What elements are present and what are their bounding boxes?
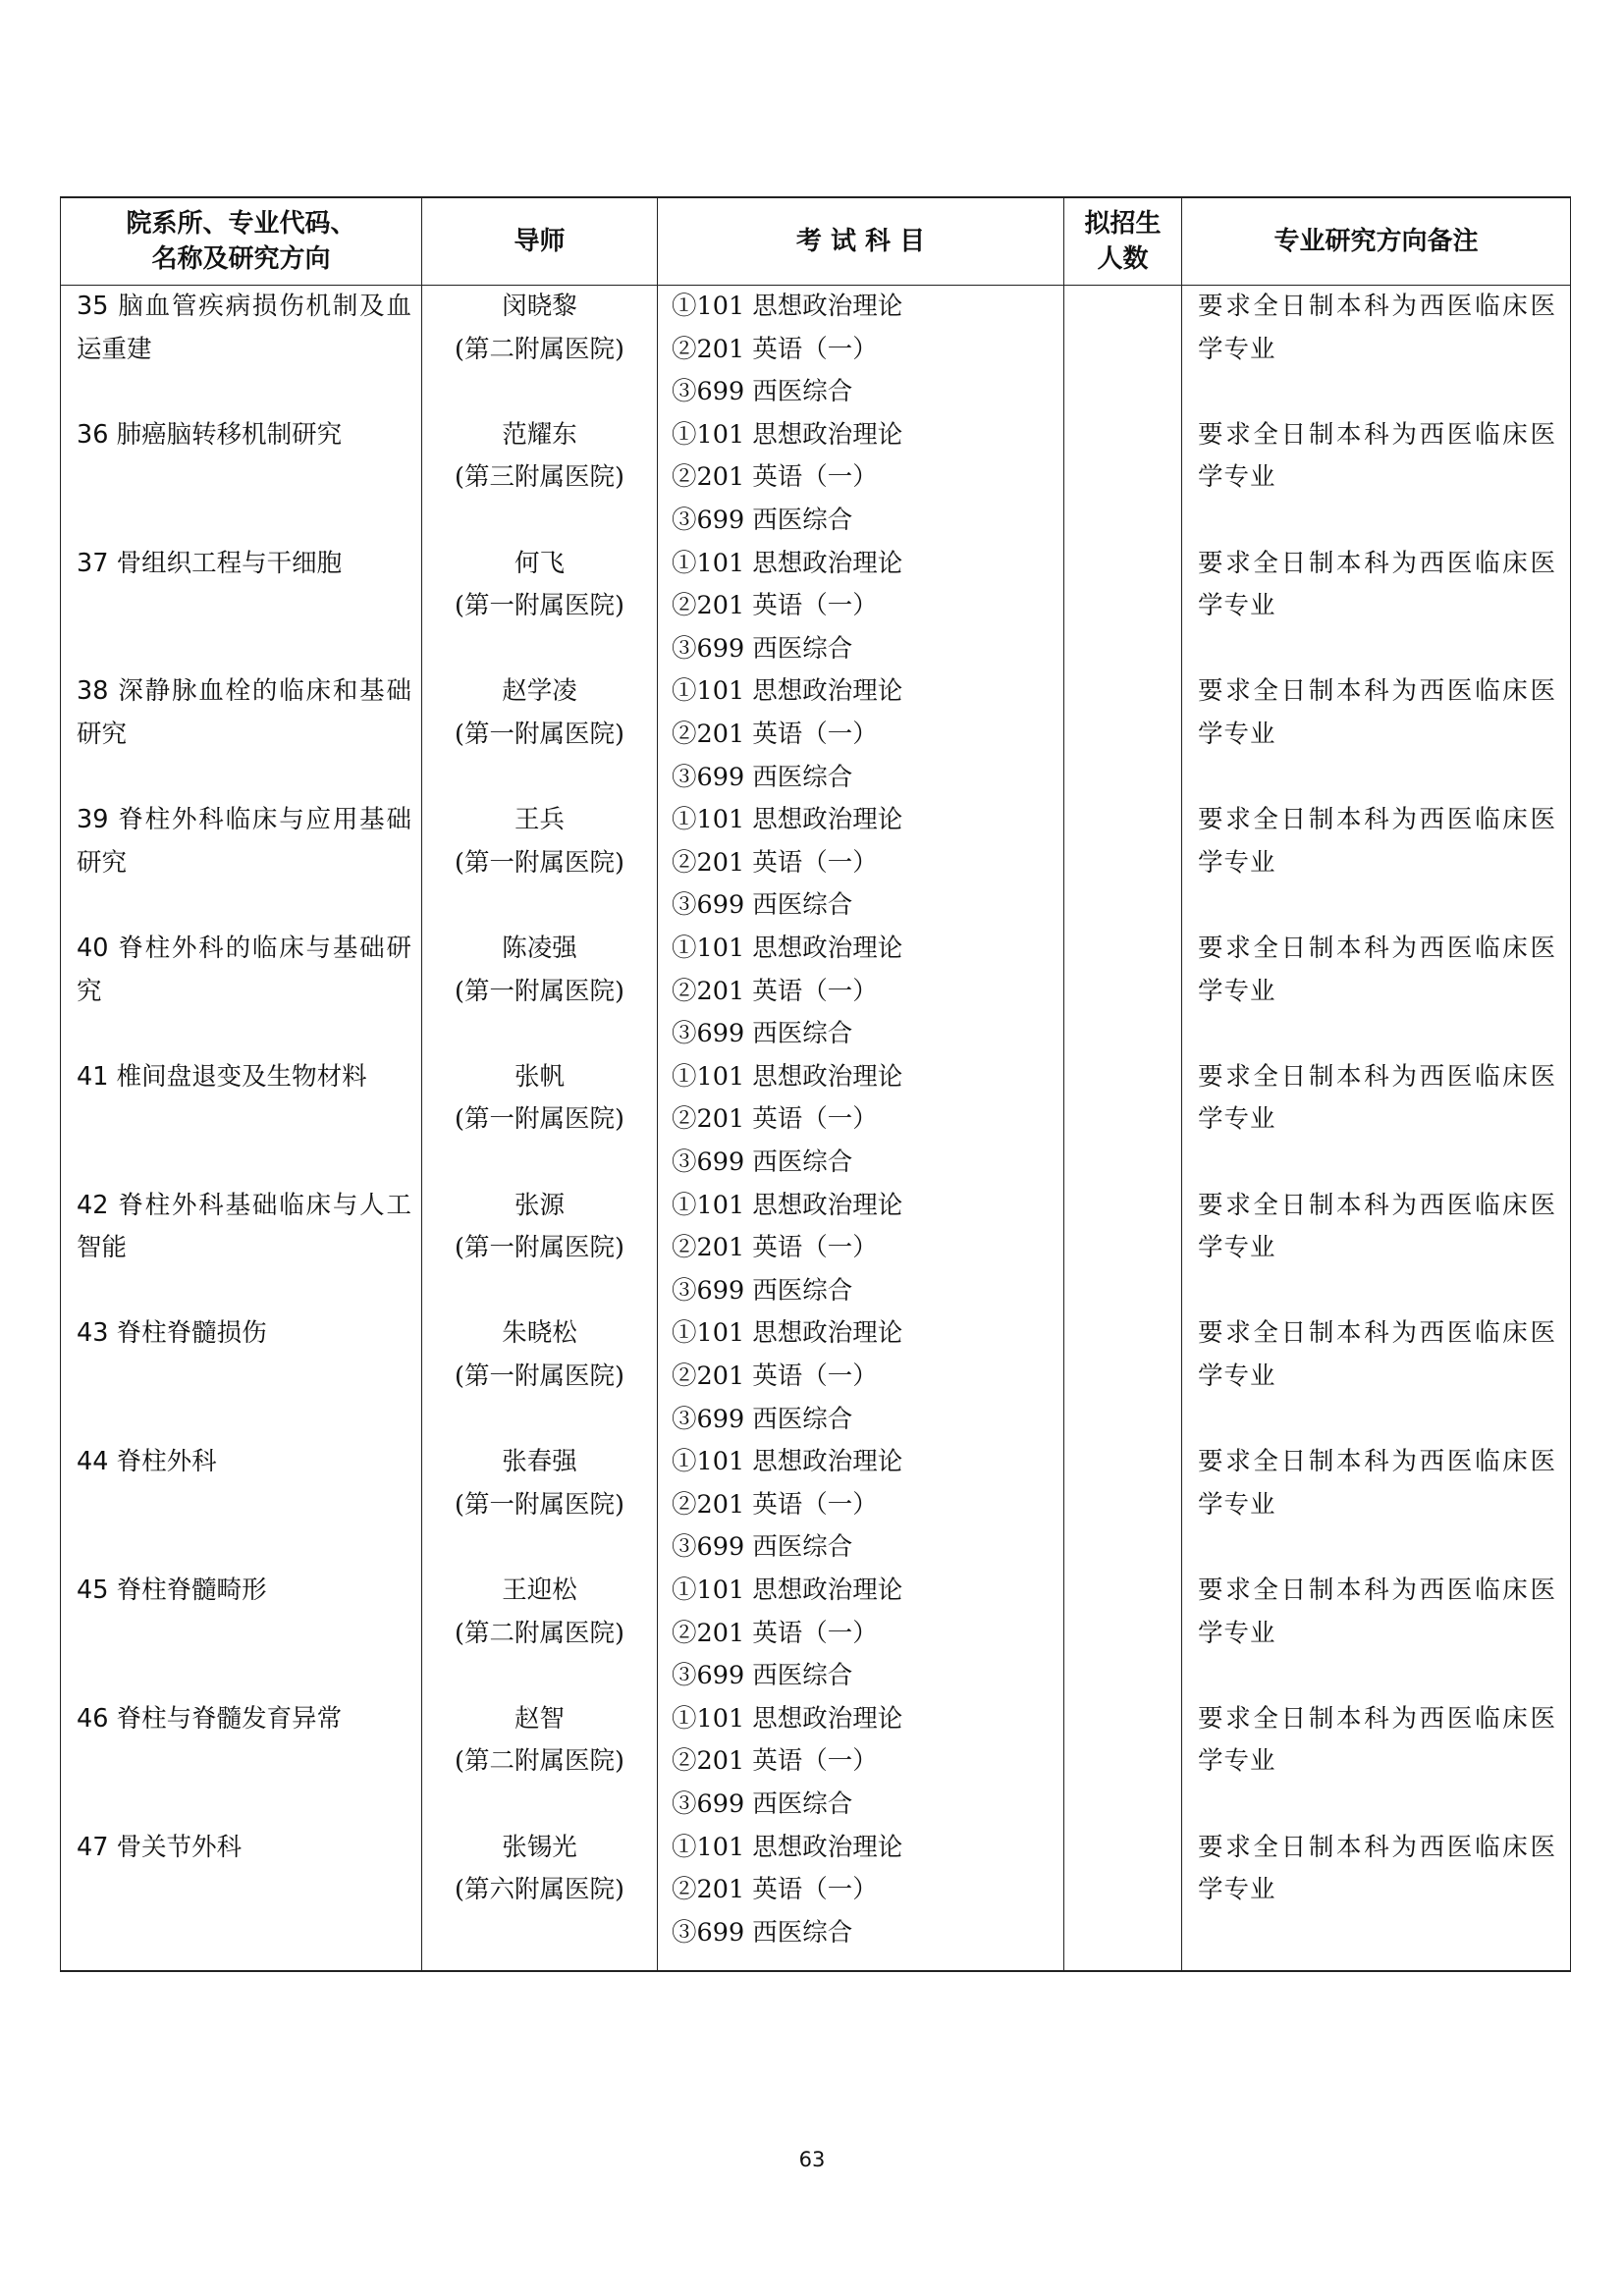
- header-notes: 专业研究方向备注: [1182, 197, 1571, 286]
- quota-cell: [1064, 1312, 1182, 1441]
- exam-subject: ②201 英语（一）: [672, 1875, 878, 1905]
- quota-cell: [1064, 286, 1182, 414]
- exam-subject: ①101 思想政治理论: [672, 805, 903, 835]
- direction-name: 肺癌脑转移机制研究: [116, 419, 343, 450]
- table-row: [61, 1312, 1571, 1441]
- tutor-hospital: (第一附属医院): [455, 719, 624, 749]
- quota-cell: [1064, 1056, 1182, 1185]
- direction-number: 42: [77, 1190, 109, 1220]
- direction-number: 40: [77, 933, 109, 963]
- research-direction-cell: [61, 1312, 422, 1441]
- tutor-hospital: (第一附属医院): [455, 1361, 624, 1391]
- tutor-name: 何飞: [514, 548, 565, 578]
- exam-subject: ③699 西医综合: [672, 1789, 853, 1819]
- exam-subjects-cell: [658, 1698, 1064, 1827]
- quota-cell: [1064, 799, 1182, 928]
- page-number: 63: [798, 2148, 826, 2171]
- tutor-name: 朱晓松: [502, 1318, 577, 1349]
- tutor-name: 王兵: [514, 805, 565, 835]
- tutor-hospital: (第一附属医院): [455, 591, 624, 621]
- exam-subject: ②201 英语（一）: [672, 334, 878, 364]
- tutor-hospital: (第三附属医院): [455, 462, 624, 493]
- direction-number: 36: [77, 419, 109, 450]
- exam-subject: ①101 思想政治理论: [672, 1190, 903, 1220]
- tutor-name: 张帆: [514, 1061, 565, 1092]
- tutor-cell: [422, 799, 658, 928]
- direction-name: 脊柱外科基础临床与人工智能: [77, 1190, 411, 1263]
- table-header-row: [61, 197, 1571, 286]
- note-cell: 要求全日制本科为西医临床医学专业: [1182, 1441, 1571, 1570]
- table-row: [61, 1827, 1571, 1971]
- tutor-cell: [422, 928, 658, 1056]
- direction-name: 脊柱脊髓损伤: [116, 1318, 267, 1349]
- research-direction-cell: [61, 543, 422, 671]
- tutor-cell: [422, 1185, 658, 1313]
- tutor-name: 王迎松: [502, 1575, 577, 1605]
- table-row: [61, 286, 1571, 414]
- research-direction-cell: [61, 928, 422, 1056]
- exam-subjects-cell: [658, 1185, 1064, 1313]
- exam-subject: ②201 英语（一）: [672, 719, 878, 749]
- direction-number: 47: [77, 1832, 109, 1862]
- direction-name: 脊柱外科临床与应用基础研究: [77, 805, 411, 878]
- exam-subject: ③699 西医综合: [672, 762, 853, 792]
- research-direction-cell: [61, 670, 422, 799]
- direction-number: 37: [77, 548, 109, 578]
- exam-subject: ③699 西医综合: [672, 633, 853, 664]
- research-direction-cell: [61, 1056, 422, 1185]
- exam-subject: ③699 西医综合: [672, 505, 853, 535]
- tutor-name: 张源: [514, 1190, 565, 1220]
- tutor-name: 陈凌强: [502, 933, 577, 963]
- direction-name: 骨关节外科: [116, 1832, 243, 1862]
- tutor-hospital: (第二附属医院): [455, 1746, 624, 1777]
- tutor-name: 张春强: [502, 1447, 577, 1477]
- header-exam-subjects: 考 试 科 目: [658, 197, 1064, 286]
- tutor-name: 赵学凌: [502, 676, 577, 707]
- exam-subject: ②201 英语（一）: [672, 1618, 878, 1648]
- exam-subjects-cell: [658, 1441, 1064, 1570]
- tutor-cell: [422, 1570, 658, 1698]
- exam-subjects-cell: [658, 1312, 1064, 1441]
- table-row: [61, 1698, 1571, 1827]
- exam-subjects-cell: [658, 286, 1064, 414]
- table-row: [61, 1570, 1571, 1698]
- exam-subject: ①101 思想政治理论: [672, 548, 903, 578]
- tutor-hospital: (第一附属医院): [455, 1489, 624, 1520]
- tutor-cell: [422, 1698, 658, 1827]
- quota-cell: [1064, 414, 1182, 543]
- note-cell: 要求全日制本科为西医临床医学专业: [1182, 1185, 1571, 1313]
- direction-number: 46: [77, 1703, 109, 1734]
- tutor-hospital: (第二附属医院): [455, 334, 624, 364]
- exam-subject: ②201 英语（一）: [672, 1233, 878, 1263]
- exam-subjects-cell: [658, 799, 1064, 928]
- tutor-name: 赵智: [514, 1703, 565, 1734]
- exam-subject: ③699 西医综合: [672, 1532, 853, 1563]
- direction-number: 35: [77, 292, 109, 321]
- exam-subject: ③699 西医综合: [672, 1147, 853, 1177]
- tutor-cell: [422, 543, 658, 671]
- tutor-hospital: (第六附属医院): [455, 1875, 624, 1905]
- research-direction-cell: [61, 414, 422, 543]
- exam-subjects-cell: [658, 414, 1064, 543]
- header-quota: 拟招生 人数: [1064, 197, 1182, 286]
- direction-number: 38: [77, 676, 109, 707]
- table-row: [61, 928, 1571, 1056]
- note-cell: 要求全日制本科为西医临床医学专业: [1182, 286, 1571, 414]
- tutor-name: 闵晓黎: [502, 292, 577, 321]
- tutor-cell: [422, 1441, 658, 1570]
- tutor-hospital: (第二附属医院): [455, 1618, 624, 1648]
- quota-cell: [1064, 928, 1182, 1056]
- direction-name: 脊柱外科的临床与基础研究: [77, 933, 411, 1006]
- exam-subject: ①101 思想政治理论: [672, 676, 903, 707]
- direction-name: 骨组织工程与干细胞: [116, 548, 343, 578]
- table-row: [61, 1185, 1571, 1313]
- exam-subjects-cell: [658, 1827, 1064, 1971]
- header-tutor: 导师: [422, 197, 658, 286]
- exam-subject: ②201 英语（一）: [672, 976, 878, 1006]
- enrollment-table: [60, 196, 1571, 1972]
- note-cell: 要求全日制本科为西医临床医学专业: [1182, 543, 1571, 671]
- tutor-cell: [422, 670, 658, 799]
- exam-subjects-cell: [658, 670, 1064, 799]
- tutor-cell: [422, 414, 658, 543]
- direction-name: 脑血管疾病损伤机制及血运重建: [77, 292, 411, 364]
- exam-subject: ②201 英语（一）: [672, 1746, 878, 1777]
- direction-number: 43: [77, 1318, 109, 1349]
- exam-subject: ②201 英语（一）: [672, 462, 878, 493]
- note-cell: 要求全日制本科为西医临床医学专业: [1182, 1827, 1571, 1971]
- direction-name: 深静脉血栓的临床和基础研究: [77, 676, 411, 749]
- quota-cell: [1064, 1185, 1182, 1313]
- research-direction-cell: [61, 1698, 422, 1827]
- exam-subject: ③699 西医综合: [672, 1661, 853, 1691]
- note-cell: 要求全日制本科为西医临床医学专业: [1182, 1312, 1571, 1441]
- tutor-name: 张锡光: [502, 1832, 577, 1862]
- exam-subject: ①101 思想政治理论: [672, 1318, 903, 1349]
- exam-subject: ①101 思想政治理论: [672, 1447, 903, 1477]
- table-row: [61, 543, 1571, 671]
- note-cell: 要求全日制本科为西医临床医学专业: [1182, 1056, 1571, 1185]
- exam-subject: ③699 西医综合: [672, 1917, 853, 1948]
- direction-name: 脊柱外科: [116, 1447, 217, 1477]
- direction-name: 脊柱脊髓畸形: [116, 1575, 267, 1605]
- quota-cell: [1064, 1570, 1182, 1698]
- note-cell: 要求全日制本科为西医临床医学专业: [1182, 928, 1571, 1056]
- exam-subject: ②201 英语（一）: [672, 591, 878, 621]
- exam-subject: ①101 思想政治理论: [672, 933, 903, 963]
- table-body: [61, 286, 1571, 1971]
- note-cell: 要求全日制本科为西医临床医学专业: [1182, 799, 1571, 928]
- research-direction-cell: [61, 1441, 422, 1570]
- exam-subject: ②201 英语（一）: [672, 1361, 878, 1391]
- note-cell: 要求全日制本科为西医临床医学专业: [1182, 1698, 1571, 1827]
- exam-subject: ①101 思想政治理论: [672, 1832, 903, 1862]
- exam-subject: ①101 思想政治理论: [672, 1703, 903, 1734]
- exam-subject: ③699 西医综合: [672, 890, 853, 921]
- research-direction-cell: [61, 1185, 422, 1313]
- exam-subject: ①101 思想政治理论: [672, 419, 903, 450]
- direction-number: 45: [77, 1575, 109, 1605]
- exam-subjects-cell: [658, 543, 1064, 671]
- direction-number: 44: [77, 1447, 109, 1477]
- tutor-hospital: (第一附属医院): [455, 976, 624, 1006]
- table-row: [61, 670, 1571, 799]
- exam-subjects-cell: [658, 928, 1064, 1056]
- exam-subjects-cell: [658, 1056, 1064, 1185]
- table-row: [61, 1441, 1571, 1570]
- exam-subject: ①101 思想政治理论: [672, 292, 903, 321]
- header-department: 院系所、专业代码、 名称及研究方向: [61, 197, 422, 286]
- research-direction-cell: [61, 286, 422, 414]
- tutor-cell: [422, 1056, 658, 1185]
- exam-subject: ②201 英语（一）: [672, 1489, 878, 1520]
- tutor-hospital: (第一附属医院): [455, 847, 624, 878]
- research-direction-cell: [61, 1827, 422, 1971]
- exam-subjects-cell: [658, 1570, 1064, 1698]
- tutor-cell: [422, 1312, 658, 1441]
- research-direction-cell: [61, 1570, 422, 1698]
- exam-subject: ①101 思想政治理论: [672, 1061, 903, 1092]
- note-cell: 要求全日制本科为西医临床医学专业: [1182, 1570, 1571, 1698]
- exam-subject: ②201 英语（一）: [672, 1104, 878, 1135]
- exam-subject: ③699 西医综合: [672, 1275, 853, 1306]
- note-cell: 要求全日制本科为西医临床医学专业: [1182, 414, 1571, 543]
- tutor-hospital: (第一附属医院): [455, 1233, 624, 1263]
- exam-subject: ③699 西医综合: [672, 1019, 853, 1049]
- tutor-hospital: (第一附属医院): [455, 1104, 624, 1135]
- quota-cell: [1064, 670, 1182, 799]
- quota-cell: [1064, 1441, 1182, 1570]
- table-row: [61, 414, 1571, 543]
- exam-subject: ③699 西医综合: [672, 377, 853, 407]
- table-row: [61, 1056, 1571, 1185]
- quota-cell: [1064, 1827, 1182, 1971]
- direction-number: 39: [77, 805, 109, 835]
- tutor-cell: [422, 286, 658, 414]
- direction-number: 41: [77, 1061, 109, 1092]
- quota-cell: [1064, 1698, 1182, 1827]
- exam-subject: ③699 西医综合: [672, 1404, 853, 1434]
- exam-subject: ②201 英语（一）: [672, 847, 878, 878]
- note-cell: 要求全日制本科为西医临床医学专业: [1182, 670, 1571, 799]
- tutor-cell: [422, 1827, 658, 1971]
- table-row: [61, 799, 1571, 928]
- quota-cell: [1064, 543, 1182, 671]
- tutor-name: 范耀东: [502, 419, 577, 450]
- research-direction-cell: [61, 799, 422, 928]
- direction-name: 椎间盘退变及生物材料: [116, 1061, 367, 1092]
- direction-name: 脊柱与脊髓发育异常: [116, 1703, 343, 1734]
- exam-subject: ①101 思想政治理论: [672, 1575, 903, 1605]
